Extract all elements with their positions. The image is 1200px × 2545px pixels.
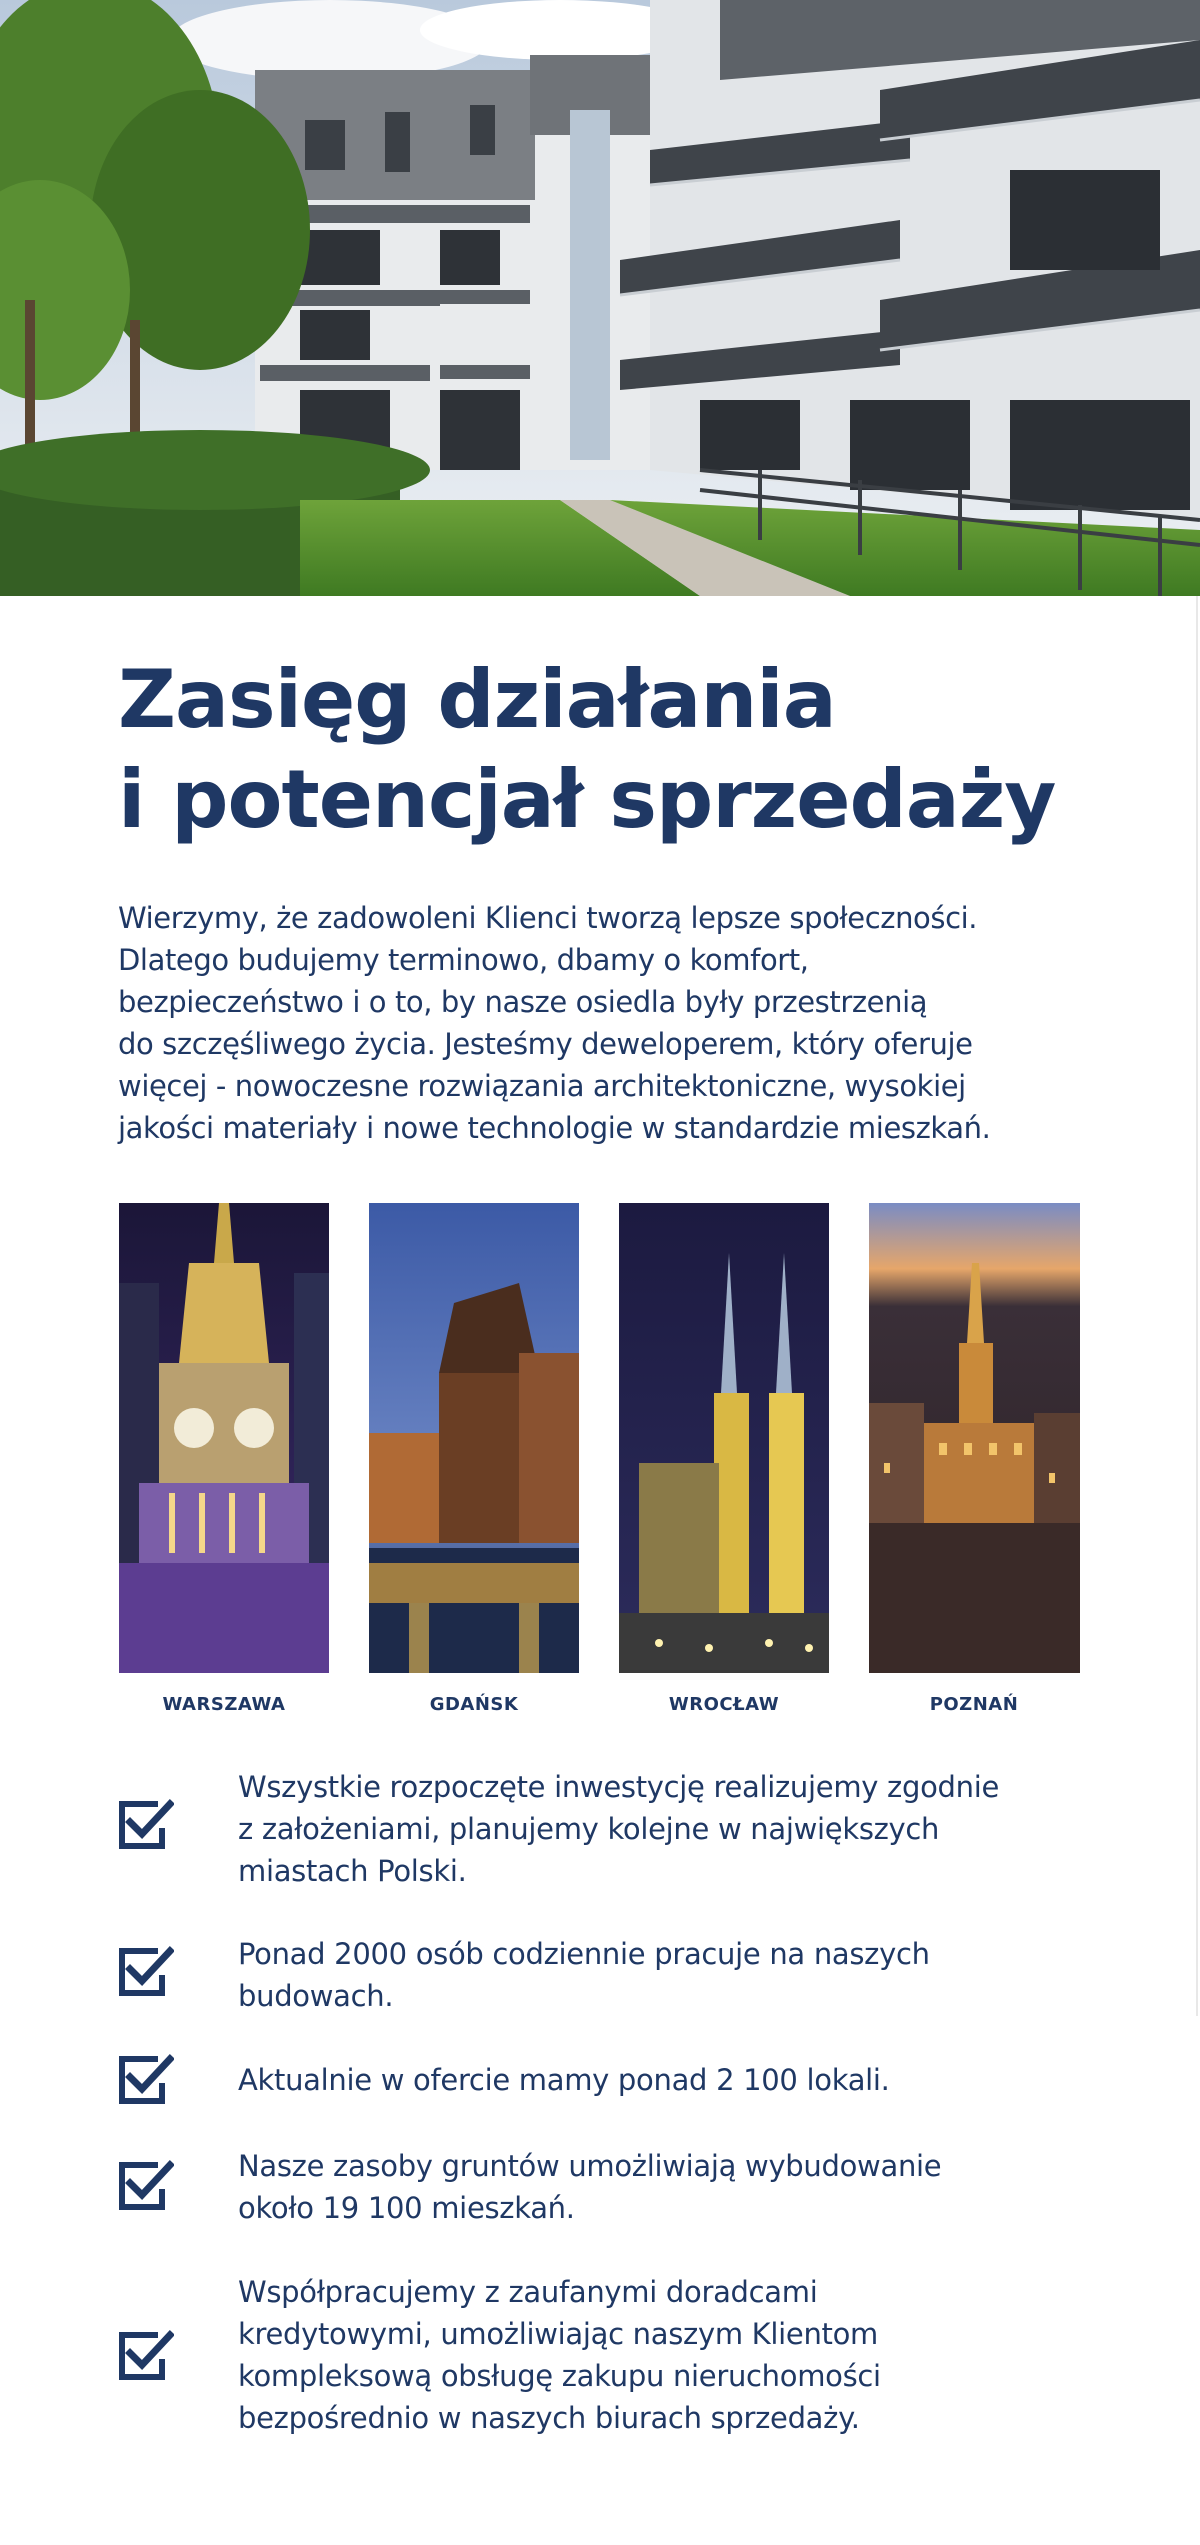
- checklist-item: [118, 2271, 1078, 2441]
- checklist-line: Współpracujemy z zaufanymi doradcami: [238, 2275, 818, 2309]
- hero-photo: [0, 0, 1200, 596]
- checklist-line: Ponad 2000 osób codziennie pracuje na naszych: [238, 1937, 930, 1971]
- checkbox-checked-icon: [118, 1798, 174, 1850]
- checklist-line: około 19 100 mieszkań.: [238, 2191, 575, 2225]
- city-tile-poznan: [869, 1203, 1080, 1673]
- checkbox-checked-icon: [118, 2329, 174, 2381]
- checkbox-checked-icon: [118, 1945, 174, 1997]
- checklist-text: [238, 1766, 1098, 1892]
- checklist-line: Wszystkie rozpoczęte inwestycję realizujemy zgodnie: [238, 1770, 1000, 1804]
- checklist-item: [118, 2145, 1078, 2235]
- checklist-line: Aktualnie w ofercie mamy ponad 2 100 lokali.: [238, 2063, 890, 2097]
- intro-line: Wierzymy, że zadowoleni Klienci tworzą lepsze społeczności.: [118, 901, 978, 935]
- title-line-1: Zasięg działania: [118, 653, 836, 746]
- checklist-line: kredytowymi, umożliwiając naszym Klientom: [238, 2317, 879, 2351]
- poznan-old-town-photo: [869, 1203, 1080, 1673]
- intro-line: jakości materiały i nowe technologie w standardzie mieszkań.: [118, 1111, 991, 1145]
- page-edge-line: [1196, 596, 1198, 2016]
- checklist-item: [118, 1766, 1078, 1896]
- checklist-line: budowach.: [238, 1979, 394, 2013]
- checkbox-checked-icon: [118, 2159, 174, 2211]
- checklist-line: miastach Polski.: [238, 1854, 467, 1888]
- city-tile-warszawa: [119, 1203, 329, 1673]
- intro-line: Dlatego budujemy terminowo, dbamy o komfort,: [118, 943, 809, 977]
- intro-line: więcej - nowoczesne rozwiązania architektoniczne, wysokiej: [118, 1069, 966, 1103]
- checklist-item: [118, 2059, 1078, 2109]
- city-label-gdansk: GDAŃSK: [429, 1694, 519, 1715]
- apartment-building-photo: [0, 0, 1200, 596]
- warsaw-palace-tower-photo: [119, 1203, 329, 1673]
- city-label-warszawa: WARSZAWA: [162, 1694, 286, 1715]
- checklist-text: [238, 2271, 1098, 2439]
- checklist-line: z założeniami, planujemy kolejne w największych: [238, 1812, 940, 1846]
- title-line-2: i potencjał sprzedaży: [118, 753, 1056, 846]
- checklist-text: [238, 2145, 1098, 2229]
- page-title: [118, 650, 1118, 850]
- checklist-line: bezpośrednio w naszych biurach sprzedaży.: [238, 2401, 860, 2435]
- intro-line: do szczęśliwego życia. Jesteśmy deweloperem, który oferuje: [118, 1027, 973, 1061]
- city-tile-gdansk: [369, 1203, 579, 1673]
- wroclaw-cathedral-photo: [619, 1203, 829, 1673]
- gdansk-crane-photo: [369, 1203, 579, 1673]
- checklist-line: Nasze zasoby gruntów umożliwiają wybudowanie: [238, 2149, 942, 2183]
- checkbox-checked-icon: [118, 2053, 174, 2105]
- intro-paragraph: [118, 897, 1098, 1149]
- city-label-wroclaw: WROCŁAW: [668, 1694, 780, 1715]
- city-tile-wroclaw: [619, 1203, 829, 1673]
- checklist-line: kompleksową obsługę zakupu nieruchomości: [238, 2359, 881, 2393]
- checklist-item: [118, 1933, 1078, 2023]
- checklist-text: [238, 1933, 1098, 2017]
- intro-line: bezpieczeństwo i o to, by nasze osiedla były przestrzenią: [118, 985, 928, 1019]
- checklist-text: [238, 2059, 1098, 2101]
- city-label-poznan: POZNAŃ: [929, 1694, 1019, 1715]
